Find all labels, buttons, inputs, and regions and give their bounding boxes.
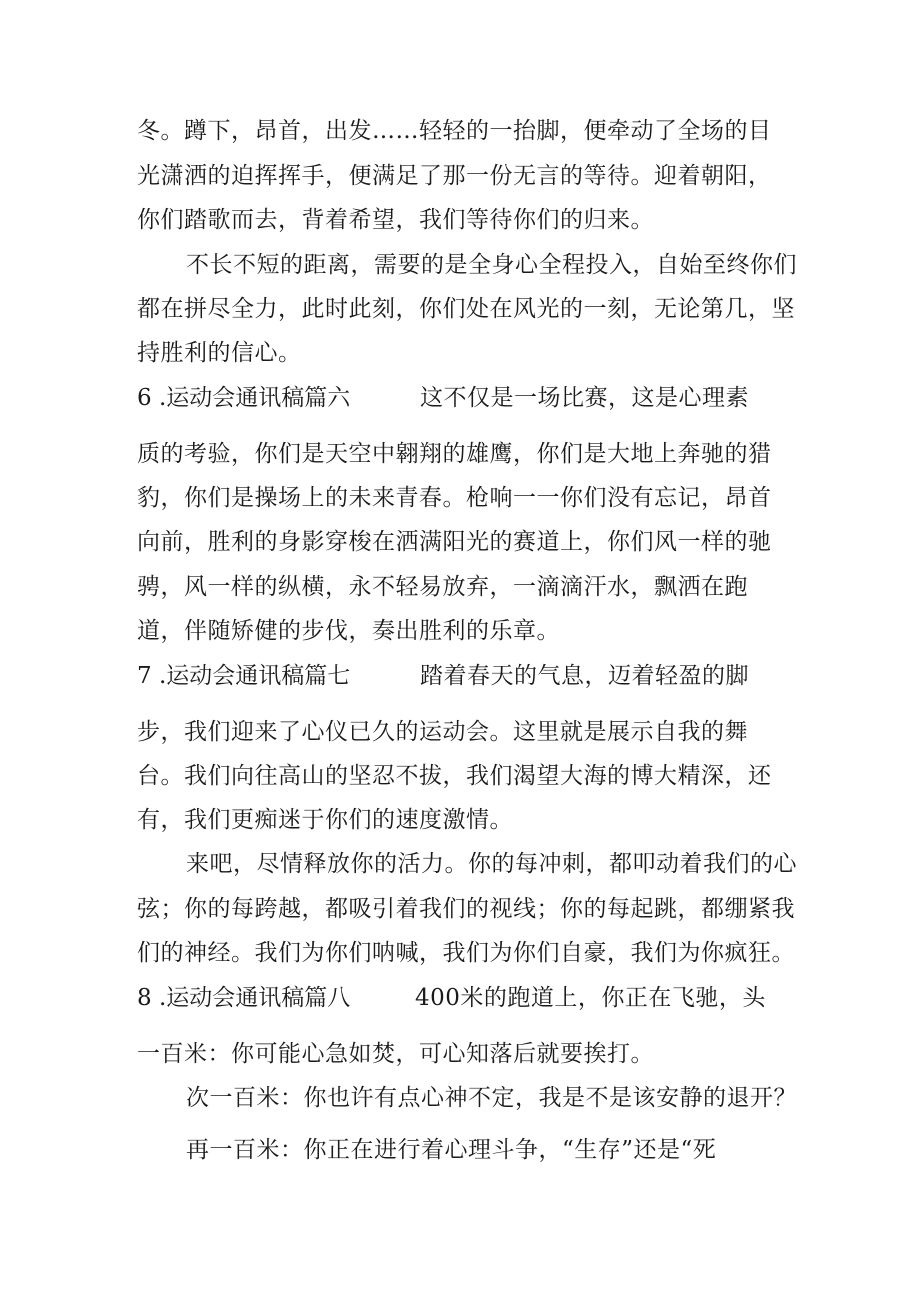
text-line: 质的考验，你们是天空中翱翔的雄鹰，你们是大地上奔驰的猎 <box>137 441 772 467</box>
text-line: 一百米：你可能心急如焚，可心知落后就要挨打。 <box>137 1041 654 1067</box>
text-line: 都在拼尽全力，此时此刻，你们处在风光的一刻，无论第几，坚 <box>137 296 795 322</box>
text-line: 次一百米：你也许有点心神不定，我是不是该安静的退开？ <box>186 1085 797 1111</box>
section-heading-7-text: 踏着春天的气息，迈着轻盈的脚 <box>420 663 749 689</box>
section-heading-6: 6 .运动会通讯稿篇六 <box>137 385 351 411</box>
section-heading-8-text: 400米的跑道上，你正在飞驰，头 <box>415 985 766 1011</box>
section-heading-6-text: 这不仅是一场比赛，这是心理素 <box>420 385 749 411</box>
text-line: 再一百米：你正在进行着心理斗争，“生存”还是“死 <box>186 1137 717 1163</box>
text-line: 道，伴随矫健的步伐，奏出胜利的乐章。 <box>137 618 560 644</box>
text-line: 你们踏歌而去，背着希望，我们等待你们的归来。 <box>137 207 654 233</box>
section-heading-8: 8 .运动会通讯稿篇八 <box>137 985 351 1011</box>
text-line: 不长不短的距离，需要的是全身心全程投入，自始至终你们 <box>186 252 797 278</box>
text-line: 们的神经。我们为你们呐喊，我们为你们自豪，我们为你疯狂。 <box>137 940 795 966</box>
text-line: 向前，胜利的身影穿梭在洒满阳光的赛道上，你们风一样的驰 <box>137 529 772 555</box>
text-line: 骋，风一样的纵横，永不轻易放弃，一滴滴汗水，飘洒在跑 <box>137 574 748 600</box>
section-heading-7: 7 .运动会通讯稿篇七 <box>137 663 351 689</box>
text-line: 冬。蹲下，昂首，出发……轻轻的一抬脚，便牵动了全场的目 <box>137 118 772 144</box>
text-line: 弦；你的每跨越，都吸引着我们的视线；你的每起跳，都绷紧我 <box>137 896 795 922</box>
text-line: 来吧，尽情释放你的活力。你的每冲刺，都叩动着我们的心 <box>186 851 797 877</box>
text-line: 持胜利的信心。 <box>137 340 302 366</box>
text-line: 光潇洒的迫挥挥手，便满足了那一份无言的等待。迎着朝阳， <box>137 163 772 189</box>
text-line: 步，我们迎来了心仪已久的运动会。这里就是展示自我的舞 <box>137 719 748 745</box>
text-line: 台。我们向往高山的坚忍不拔，我们渴望大海的博大精深，还 <box>137 763 772 789</box>
text-line: 豹，你们是操场上的未来青春。枪响一一你们没有忘记，昂首 <box>137 485 772 511</box>
text-line: 有，我们更痴迷于你们的速度激情。 <box>137 807 513 833</box>
